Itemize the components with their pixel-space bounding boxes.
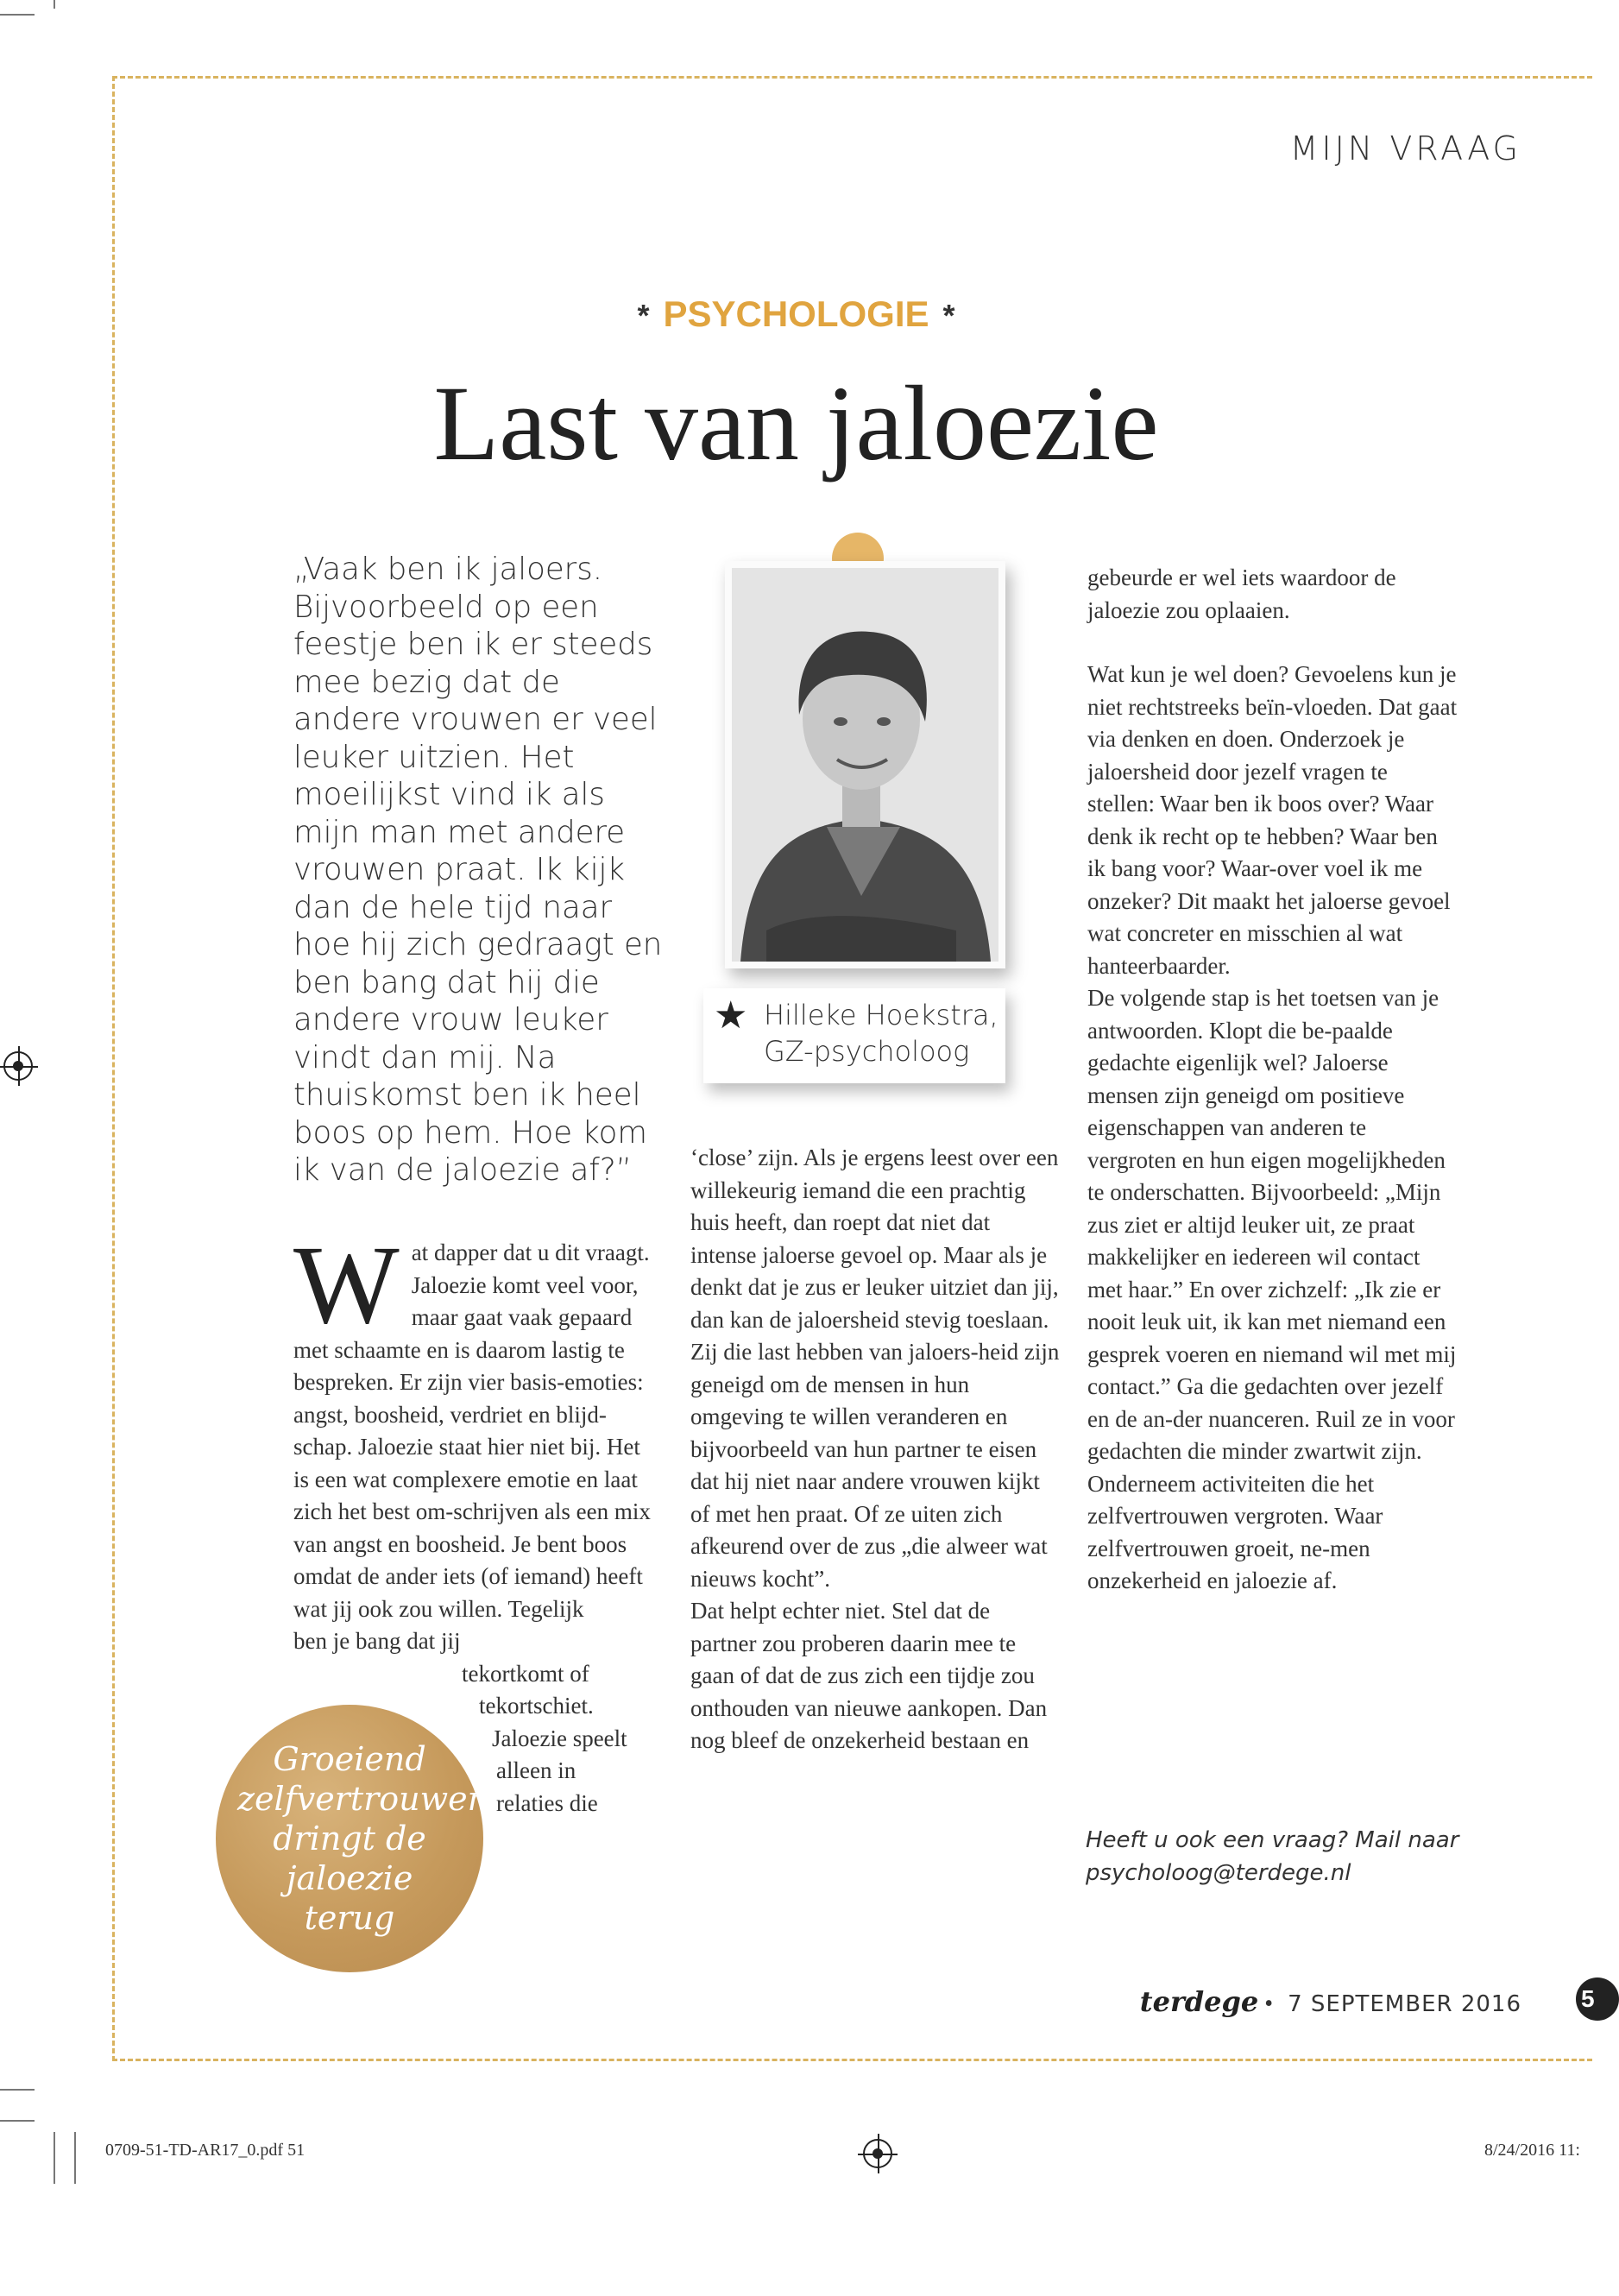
page-footer [1140,1985,1521,2018]
photo-caption [703,988,1005,1083]
star-icon: * [942,298,955,333]
article-column-3 [1087,562,1458,1598]
caption-name [764,997,998,1069]
paragraph: Wat kun je wel doen? Gevoelens kun je niet rechtstreeks beïn-vloeden. Dat gaat via denken en doen. Onderzoek je jaloersheid door jezelf vragen te stellen: Waar ben ik boos over? Waar denk ik recht op te hebben? Waar ben ik bang voor? Waar-over voel ik me onzeker? Dit maakt het jaloerse gevoel wat concreter en misschien al wat hanteerbaarder. [1087,661,1458,979]
paragraph-line: relaties die [496,1789,598,1816]
footer-separator: • [1264,1990,1274,2017]
issue-date: 7 SEPTEMBER 2016 [1288,1991,1521,2017]
kicker-label: PSYCHOLOGIE [663,293,929,334]
crop-mark [74,2132,76,2184]
headline: Last van jaloezie [433,364,1159,483]
paragraph: Dat helpt echter niet. Stel dat de partner zou proberen daarin mee te gaan of dat de zus zich een tijdje zou onthouden van nieuwe aankopen. Dan nog bleef de onzekerheid bestaan en [690,1598,1048,1753]
print-slug-file: 0709-51-TD-AR17_0.pdf 51 [105,2141,306,2160]
paragraph-line: alleen in [496,1757,576,1783]
contact-note: Heeft u ook een vraag? Mail naar psycholoog@terdege.nl [1086,1827,1459,1886]
portrait-photo-frame [725,561,1005,968]
caption-line: Hilleke Hoekstra, [764,999,998,1031]
paragraph: ‘close’ zijn. Als je ergens leest over een willekeurig iemand die een prachtig huis heeft, dan roept dat niet dat intense jaloerse gevoel op. Maar als je denkt dat je zus er leuker uitziet dan jij, dan kan de jaloersheid stevig toeslaan. [690,1145,1059,1333]
article-column-2 [690,1142,1061,1757]
page-number: 5 [1576,1977,1619,2021]
crop-mark [0,2089,35,2091]
section-label: MIJN VRAAG [1289,129,1521,167]
brand-logo: terdege [1139,1985,1259,2018]
star-icon: ★ [714,993,748,1038]
paragraph-line: tekortschiet. [479,1693,594,1719]
pull-quote-badge [216,1705,489,1972]
star-icon: * [637,298,650,333]
portrait-photo [732,568,998,962]
portrait-illustration [732,568,998,962]
crop-mark [0,2120,35,2122]
paragraph-text: at dapper dat u dit vraagt. Jaloezie komt veel voor, maar gaat vaak gepaard met schaamte en is daarom lastig te bespreken. Er zijn vier basis-emoties: angst, boosheid, verdriet en blijd-schap. Jaloezie staat hier niet bij. Het is een wat complexere emotie en laat zich het best om-schrijven als een mix van angst en boosheid. Je bent boos omdat de ander iets (of iemand) heeft wat jij ook zou willen. Tegelijk [293,1239,651,1622]
paragraph [293,1223,656,1625]
kicker [0,293,1592,335]
reader-question: „Vaak ben ik jaloers. Bijvoorbeeld op een feestje ben ik er steeds mee bezig dat de andere vrouwen er veel leuker uitzien. Het moeilijkst vind ik als mijn man met andere vrouwen praat. Ik kijk dan de hele tijd naar hoe hij zich gedraagt en ben bang dat hij die andere vrouw leuker vindt dan mij. Na thuiskomst ben ik heel boos op hem. Hoe kom ik van de jaloezie af?” [293,552,663,1188]
registration-mark-icon [3,1051,33,1081]
drop-cap: W [293,1223,400,1347]
pull-quote: Groeiend zelfvertrouwen dringt de jaloezie terug [237,1740,489,1937]
paragraph-line: ben je bang dat jij [293,1628,461,1654]
paragraph-line: tekortkomt of [462,1660,589,1687]
crop-mark [54,2132,55,2184]
registration-mark-icon [863,2139,892,2168]
paragraph: De volgende stap is het toetsen van je antwoorden. Klopt die be-paalde gedachte eigenlijk wel? Jaloerse mensen zijn geneigd om positieve eigenschappen van anderen te vergroten en hun eigen mogelijkheden te onderschatten. Bijvoorbeeld: „Mijn zus ziet er altijd leuker uit, ze praat makkelijker en iedereen wil contact met haar.” En over zichzelf: „Ik zie er nooit leuk uit, ik kan met niemand een gesprek voeren en niemand wil met mij contact.” Ga die gedachten over jezelf en de an-der nuanceren. Ruil ze in voor gedachten die minder zwartwit zijn. Onderneem activiteiten die het zelfvertrouwen vergroten. Waar zelfvertrouwen groeit, ne-men onzekerheid en jaloezie af. [1087,985,1457,1593]
paragraph: Zij die last hebben van jaloers-heid zijn geneigd om de mensen in hun omgeving te willen veranderen en bijvoorbeeld van hun partner te eisen dat hij niet naar andere vrouwen kijkt of met hen praat. Of ze uiten zich afkeurend over de zus „die alweer wat nieuws kocht”. [690,1339,1060,1592]
crop-mark [0,14,35,16]
paragraph: gebeurde er wel iets waardoor de jaloezie zou oplaaien. [1087,565,1396,623]
crop-mark [54,0,55,9]
caption-line: GZ-psycholoog [764,1035,970,1068]
print-slug-timestamp: 8/24/2016 11: [1484,2141,1580,2160]
paragraph-line: Jaloezie speelt [492,1725,627,1751]
